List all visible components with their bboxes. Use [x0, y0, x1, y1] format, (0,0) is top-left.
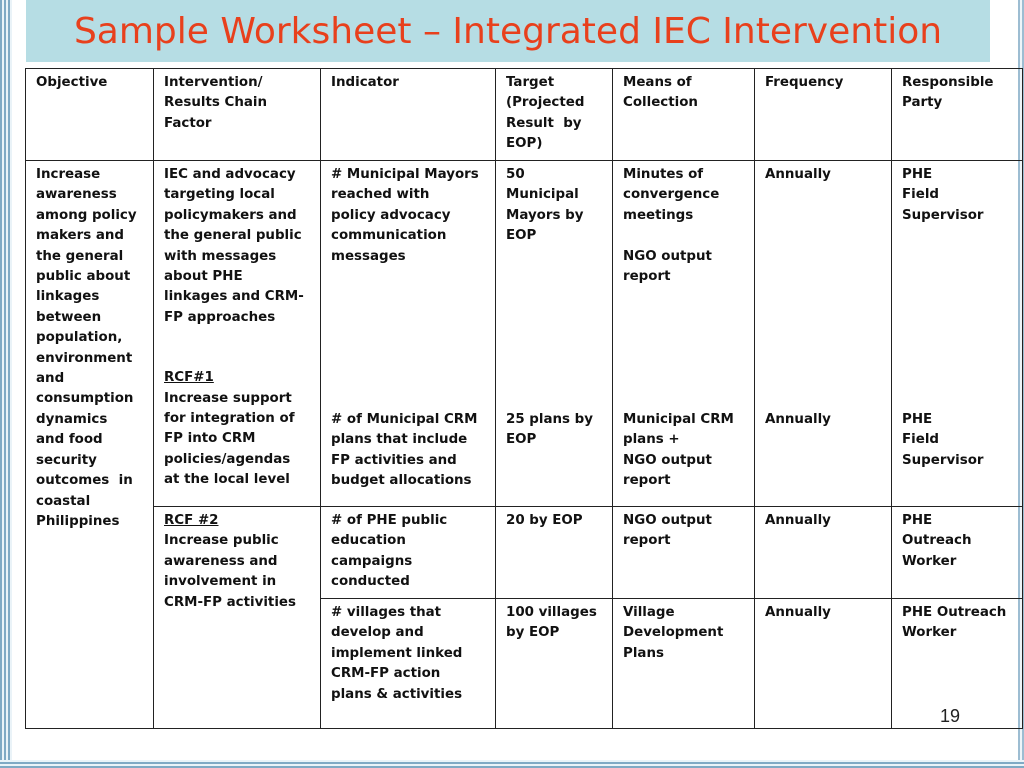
means-cell: Village Development Plans: [613, 599, 755, 729]
objective-cell: Increase awareness among policy makers and the general public about linkages between population, environment and consumption dynamics and food security outcomes in coastal Philippines: [26, 161, 154, 729]
header-objective: Objective: [26, 69, 154, 161]
party-cell: [892, 161, 1023, 507]
slide-border-bottom: [0, 760, 1024, 768]
indicator-cell: # of PHE public education campaigns conducted: [321, 507, 496, 599]
party-cell: PHE Outreach Worker: [892, 507, 1023, 599]
header-frequency: Frequency: [755, 69, 892, 161]
intervention-cell: [154, 161, 321, 507]
slide-title: Sample Worksheet – Integrated IEC Intervention: [73, 10, 943, 52]
indicator-cell: [321, 161, 496, 507]
intervention-text: IEC and advocacy targeting local policymakers and the general public with messages about PHE linkages and CRM- FP approaches: [164, 167, 304, 325]
party-cell: PHE Outreach Worker: [892, 599, 1023, 729]
header-indicator: Indicator: [321, 69, 496, 161]
slide-border-left: [0, 0, 12, 768]
party-text: PHE Field Supervisor: [902, 412, 984, 468]
worksheet-table: [25, 68, 1023, 729]
header-responsible-party: Responsible Party: [892, 69, 1023, 161]
rcf-label: RCF#1: [164, 370, 214, 386]
frequency-cell: Annually: [755, 507, 892, 599]
means-cell: NGO output report: [613, 507, 755, 599]
target-cell: 20 by EOP: [496, 507, 613, 599]
header-intervention: Intervention/ Results Chain Factor: [154, 69, 321, 161]
rcf-text: Increase public awareness and involvement in CRM-FP activities: [164, 533, 296, 610]
table-row: [26, 161, 1023, 507]
table-row: [26, 507, 1023, 599]
indicator-text: # of Municipal CRM plans that include FP activities and budget allocations: [331, 412, 478, 489]
indicator-cell: # villages that develop and implement linked CRM-FP action plans & activities: [321, 599, 496, 729]
target-text: 25 plans by EOP: [506, 412, 593, 448]
page-number: 19: [940, 706, 961, 726]
frequency-text: Annually: [765, 412, 831, 427]
target-cell: [496, 161, 613, 507]
target-cell: 100 villages by EOP: [496, 599, 613, 729]
rcf-label: RCF #2: [164, 513, 219, 528]
indicator-text: # Municipal Mayors reached with policy advocacy communication messages: [331, 167, 479, 264]
header-means-of-collection: Means of Collection: [613, 69, 755, 161]
party-text: PHE Field Supervisor: [902, 167, 984, 223]
means-cell: [613, 161, 755, 507]
title-banner: [26, 0, 990, 62]
header-target: Target (Projected Result by EOP): [496, 69, 613, 161]
means-text: Municipal CRM plans + NGO output report: [623, 412, 734, 489]
header-row: [26, 69, 1023, 161]
frequency-text: Annually: [765, 167, 831, 182]
target-text: 50 Municipal Mayors by EOP: [506, 167, 584, 244]
frequency-cell: Annually: [755, 599, 892, 729]
intervention-cell: [154, 507, 321, 729]
rcf-text: Increase support for integration of FP into CRM policies/agendas at the local level: [164, 390, 295, 488]
means-text: Minutes of convergence meetings NGO output report: [623, 167, 720, 285]
frequency-cell: [755, 161, 892, 507]
